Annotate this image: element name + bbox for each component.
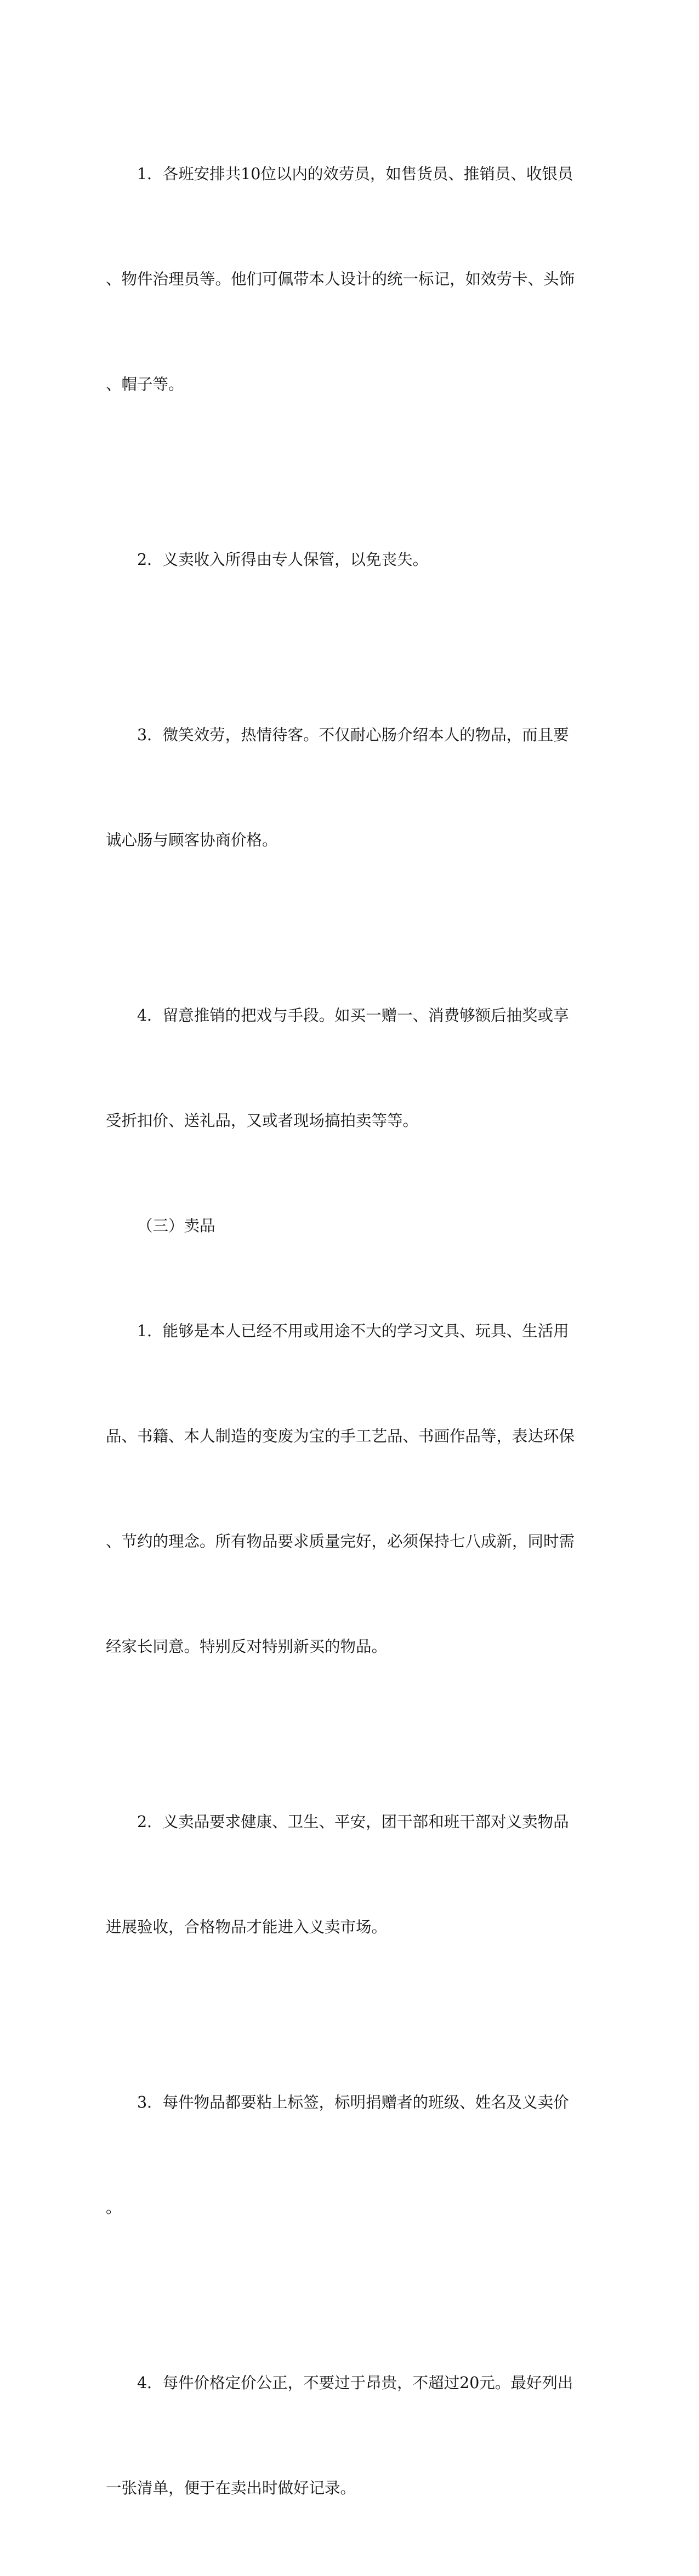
paragraph-line: 经家长同意。特别反对特别新买的物品。 — [106, 1638, 388, 1656]
section-heading: （三）卖品 — [137, 1217, 215, 1235]
paragraph-line: 3．每件物品都要粘上标签，标明捐赠者的班级、姓名及义卖价 — [137, 2093, 569, 2111]
paragraph-promotion — [106, 928, 577, 1209]
paragraph-line: 、节约的理念。所有物品要求质量完好，必须保持七八成新，同时需 — [106, 1532, 575, 1550]
paragraph-line: 、物件治理员等。他们可佩带本人设计的统一标记，如效劳卡、头饰 — [106, 270, 575, 288]
paragraph-line: 诚心肠与顾客协商价格。 — [106, 831, 278, 849]
paragraph-line: 品、书籍、本人制造的变废为宝的手工艺品、书画作品等，表达环保 — [106, 1427, 575, 1445]
paragraph-line: 受折扣价、送礼品，又或者现场搞拍卖等等。 — [106, 1112, 419, 1130]
paragraph-income — [106, 472, 577, 648]
paragraph-items — [106, 1244, 577, 1734]
paragraph-line: 一张清单，便于在卖出时做好记录。 — [106, 2479, 356, 2497]
document-body — [106, 87, 577, 2576]
paragraph-staff — [106, 87, 577, 472]
paragraph-line: 。 — [106, 2199, 122, 2217]
paragraph-line: 4．每件价格定价公正，不要过于昂贵，不超过20元。最好列出 — [137, 2374, 573, 2392]
paragraph-line: 2．义卖品要求健康、卫生、平安，团干部和班干部对义卖物品 — [137, 1813, 569, 1831]
paragraph-line: 4．留意推销的把戏与手段。如买一赠一、消费够额后抽奖或享 — [137, 1006, 569, 1024]
paragraph-line: 3．微笑效劳，热情待客。不仅耐心肠介绍本人的物品，而且要 — [137, 726, 569, 744]
paragraph-inspection — [106, 1734, 577, 2015]
paragraph-line: 2．义卖收入所得由专人保管，以免丧失。 — [137, 551, 429, 569]
paragraph-pricing — [106, 2295, 577, 2576]
paragraph-line: 1．能够是本人已经不用或用途不大的学习文具、玩具、生活用 — [137, 1322, 569, 1340]
paragraph-labels — [106, 2015, 577, 2295]
paragraph-line: 1．各班安排共10位以内的效劳员，如售货员、推销员、收银员 — [137, 165, 573, 183]
paragraph-line: 、帽子等。 — [106, 375, 184, 393]
paragraph-service — [106, 648, 577, 928]
paragraph-line: 进展验收，合格物品才能进入义卖市场。 — [106, 1918, 388, 1936]
